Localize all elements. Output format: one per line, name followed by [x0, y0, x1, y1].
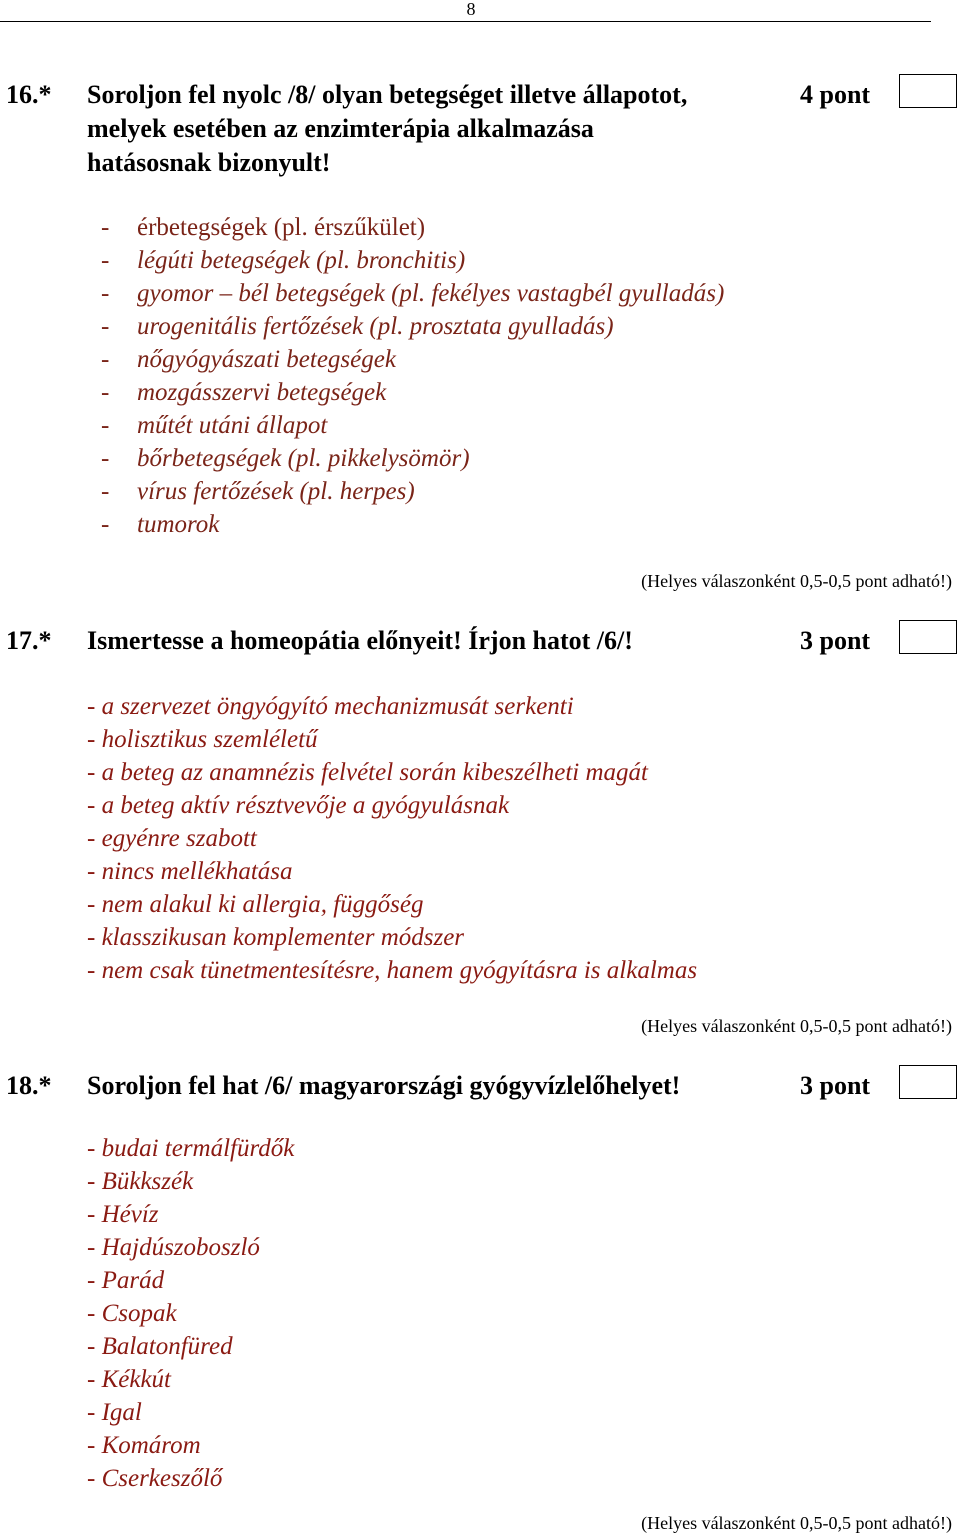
answer-list-16 — [101, 211, 724, 541]
page-number: 8 — [466, 0, 476, 19]
list-item: - érbetegségek (pl. érszűkület) — [101, 214, 426, 241]
list-item: - Igal — [87, 1399, 142, 1426]
question-text-line: melyek esetében az enzimterápia alkalmazása — [87, 114, 594, 143]
question-number: 18.* — [6, 1071, 52, 1100]
question-text — [87, 1069, 787, 1103]
list-item: - Kékkút — [87, 1366, 171, 1393]
question-text — [87, 624, 787, 658]
list-item: - Bükkszék — [87, 1168, 194, 1195]
list-item: - Parád — [87, 1267, 165, 1294]
question-text-line: Soroljon fel nyolc /8/ olyan betegséget illetve állapotot, — [87, 80, 688, 109]
question-number: 16.* — [6, 80, 52, 109]
list-item: - budai termálfürdők — [87, 1135, 295, 1162]
points-label: 4 pont — [800, 80, 871, 109]
answer-list-17 — [87, 690, 697, 987]
header-divider — [0, 21, 931, 22]
list-item: - Komárom — [87, 1432, 201, 1459]
answer-list-18 — [87, 1132, 294, 1495]
list-item: - a beteg az anamnézis felvétel során kibeszélheti magát — [87, 759, 648, 786]
list-item: - mozgásszervi betegségek — [101, 379, 387, 406]
score-box[interactable] — [899, 74, 957, 108]
list-item: - Balatonfüred — [87, 1333, 233, 1360]
points-label: 3 pont — [800, 626, 871, 655]
question-text-line: Soroljon fel hat /6/ magyarországi gyógyvízlelőhelyet! — [87, 1071, 681, 1100]
list-item: - Hévíz — [87, 1201, 159, 1228]
list-item: - holisztikus szemléletű — [87, 726, 318, 753]
list-item: - nincs mellékhatása — [87, 858, 293, 885]
list-item: - tumorok — [101, 511, 220, 538]
list-item: - urogenitális fertőzések (pl. prosztata gyulladás) — [101, 313, 614, 340]
scoring-note: (Helyes válaszonként 0,5-0,5 pont adható!) — [641, 571, 952, 591]
score-box[interactable] — [899, 620, 957, 654]
scoring-note: (Helyes válaszonként 0,5-0,5 pont adható!) — [641, 1016, 952, 1036]
list-item: - Csopak — [87, 1300, 177, 1327]
list-item: - a szervezet öngyógyító mechanizmusát serkenti — [87, 693, 574, 720]
list-item: - nőgyógyászati betegségek — [101, 346, 396, 373]
list-item: - bőrbetegségek (pl. pikkelysömör) — [101, 445, 470, 472]
list-item: - gyomor – bél betegségek (pl. fekélyes vastagbél gyulladás) — [101, 280, 725, 307]
scoring-note: (Helyes válaszonként 0,5-0,5 pont adható!) — [641, 1513, 952, 1533]
list-item: - nem csak tünetmentesítésre, hanem gyógyításra is alkalmas — [87, 957, 698, 984]
list-item: - vírus fertőzések (pl. herpes) — [101, 478, 415, 505]
question-text-line: Ismertesse a homeopátia előnyeit! Írjon hatot /6/! — [87, 626, 633, 655]
list-item: - Hajdúszoboszló — [87, 1234, 260, 1261]
score-box[interactable] — [899, 1065, 957, 1099]
list-item: - Cserkeszőlő — [87, 1465, 223, 1492]
list-item: - nem alakul ki allergia, függőség — [87, 891, 424, 918]
list-item: - műtét utáni állapot — [101, 412, 328, 439]
question-text-line: hatásosnak bizonyult! — [87, 148, 331, 177]
points-label: 3 pont — [800, 1071, 871, 1100]
list-item: - klasszikusan komplementer módszer — [87, 924, 465, 951]
question-text — [87, 78, 787, 180]
list-item: - egyénre szabott — [87, 825, 257, 852]
list-item: - légúti betegségek (pl. bronchitis) — [101, 247, 466, 274]
question-number: 17.* — [6, 626, 52, 655]
list-item: - a beteg aktív résztvevője a gyógyulásnak — [87, 792, 510, 819]
